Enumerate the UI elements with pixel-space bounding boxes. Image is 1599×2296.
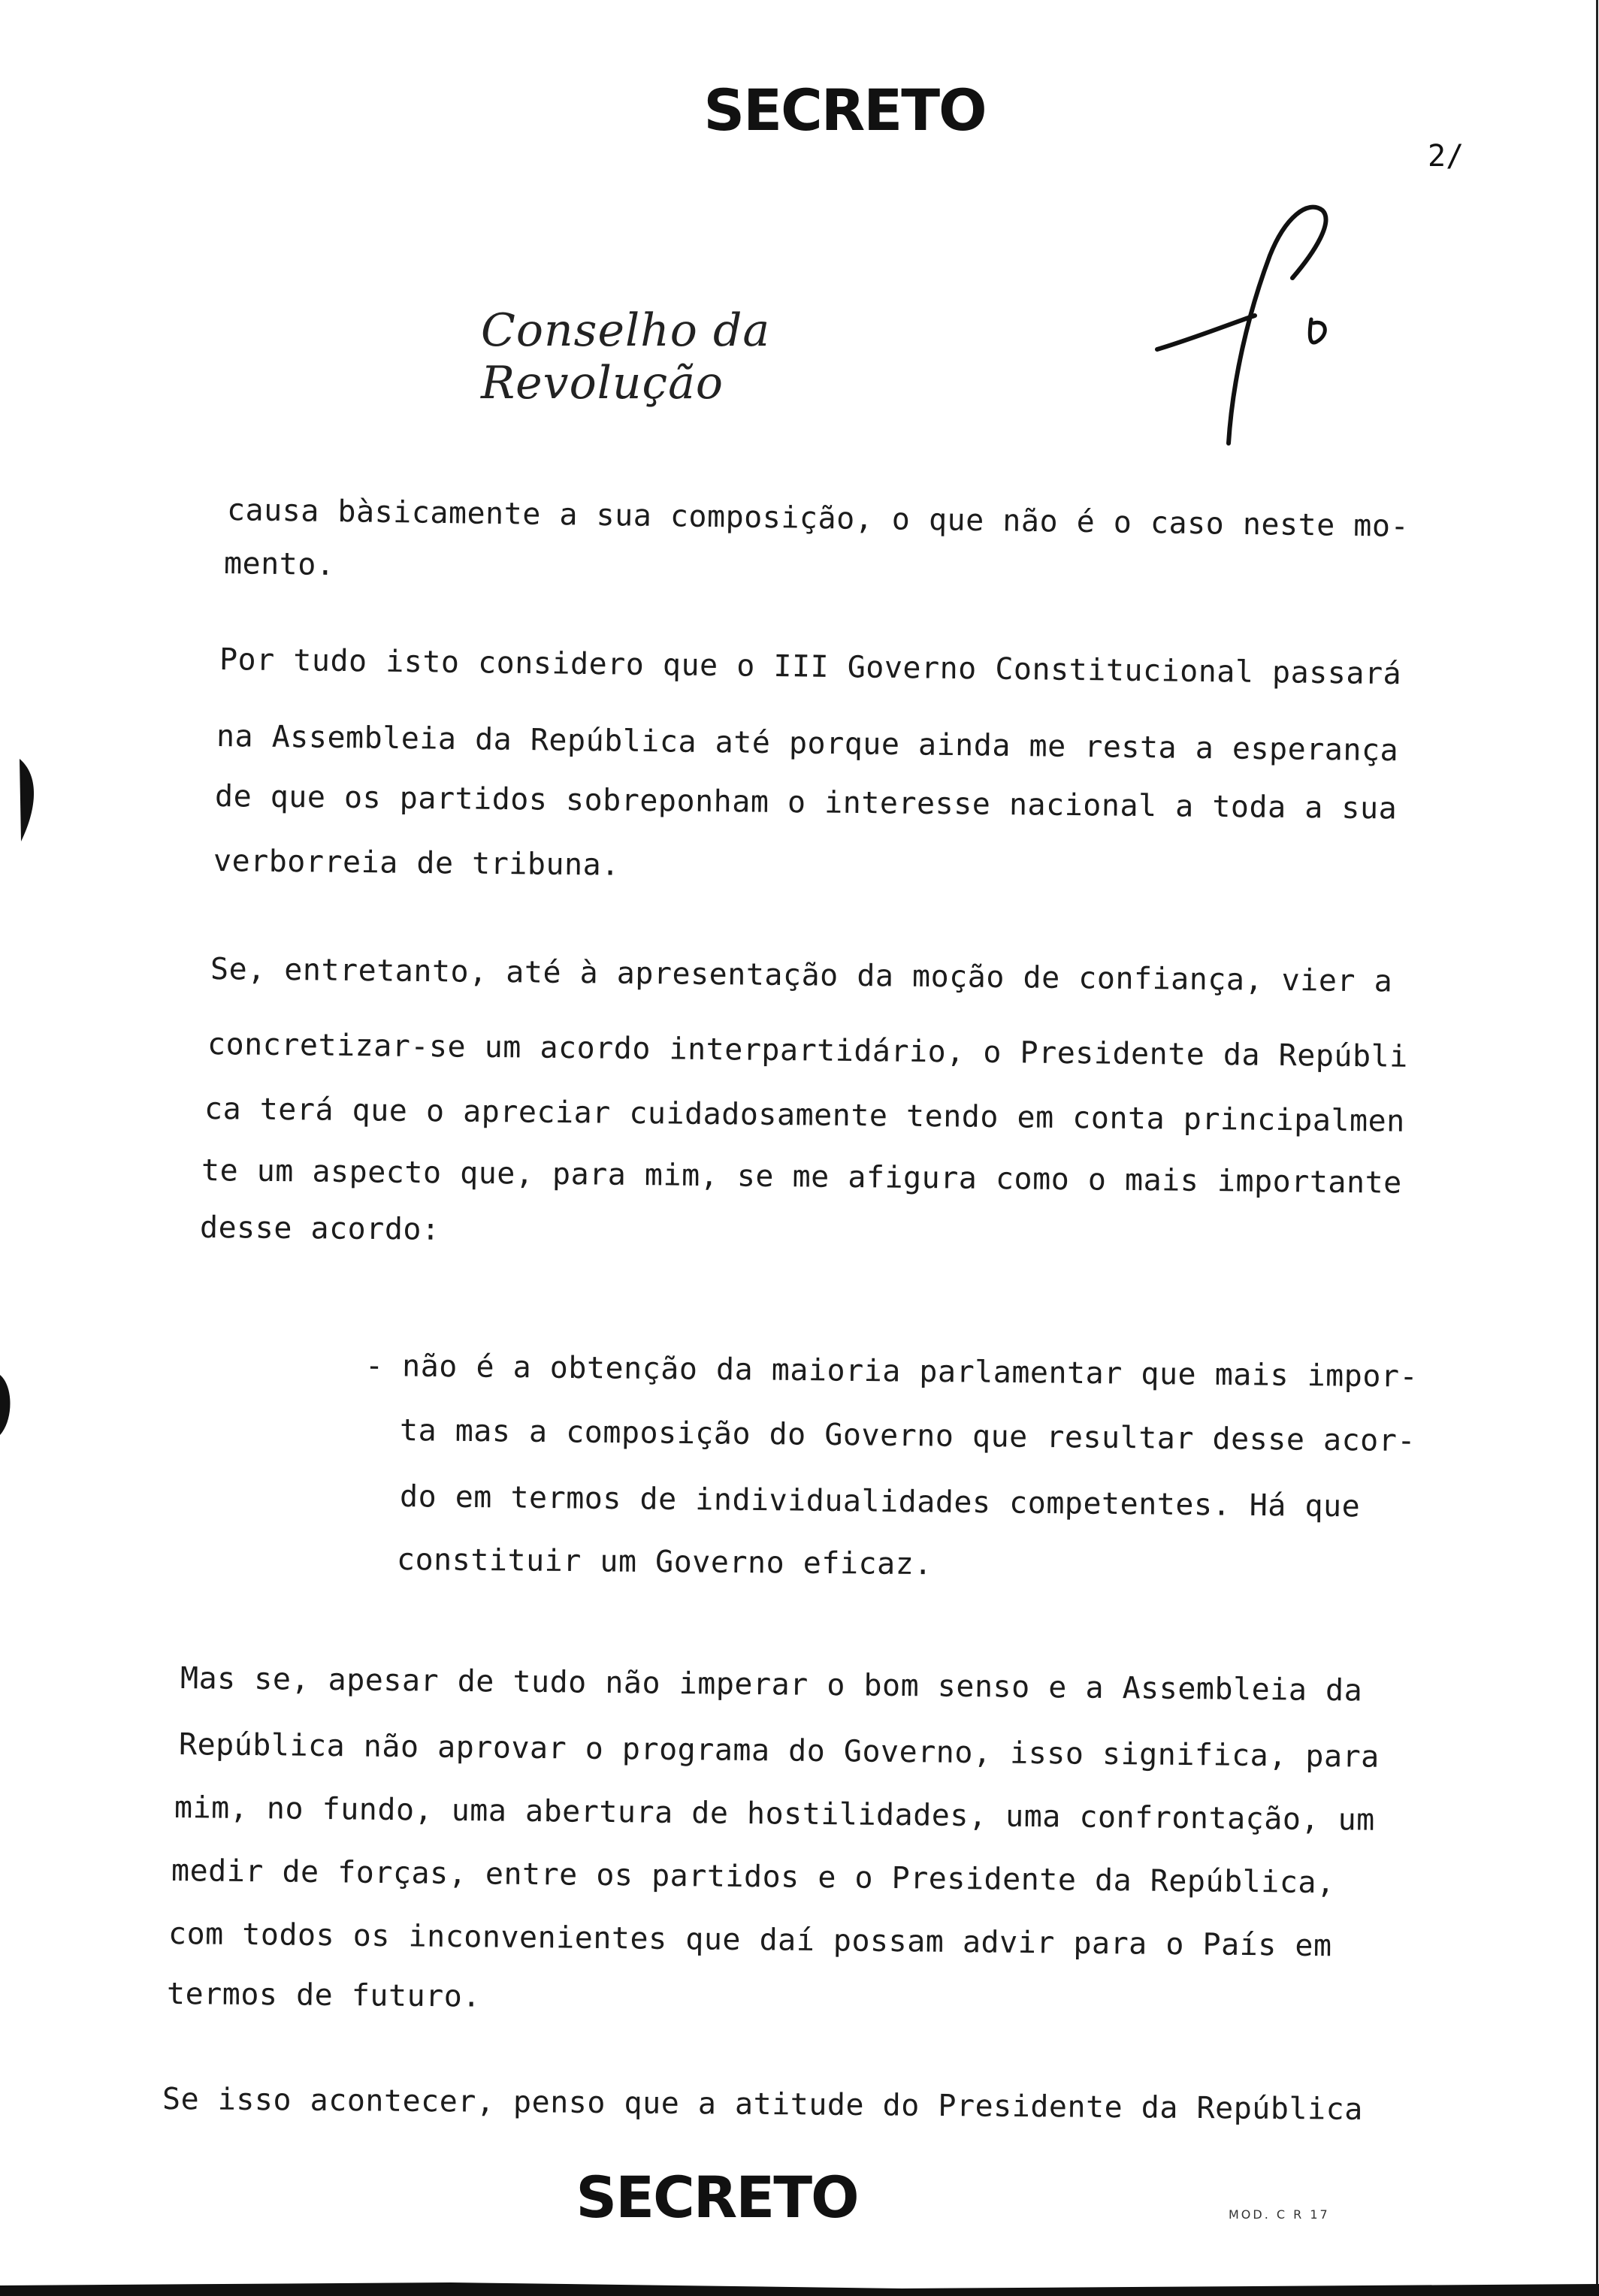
text-line-16: Mas se, apesar de tudo não imperar o bom senso e a Assembleia da [180,1661,1363,1708]
text-line-6: verborreia de tribuna. [213,844,621,883]
text-line-7: Se, entretanto, até à apresentação da moção de confiança, vier a [210,952,1393,999]
handwritten-signature [1142,188,1383,458]
text-line-14: do em termos de individualidades competentes. Há que [399,1479,1361,1524]
text-line-19: medir de forças, entre os partidos e o Presidente da República, [171,1853,1335,1901]
text-line-5: de que os partidos sobreponham o interesse nacional a toda a sua [214,779,1398,826]
text-line-13: ta mas a composição do Governo que resultar desse acor- [399,1413,1416,1459]
text-line-8: concretizar-se um acordo interpartidário, o Presidente da Repúbli [207,1027,1408,1074]
text-line-15: constituir um Governo eficaz. [396,1542,933,1582]
page-number: 2/ [1428,139,1464,174]
text-line-9: ca terá que o apreciar cuidadosamente tendo em conta principalmen [204,1092,1405,1139]
text-line-22: Se isso acontecer, penso que a atitude do Presidente da República [162,2082,1363,2127]
left-margin-hole-mark-bottom [0,1375,18,1435]
classification-stamp-top: SECRETO [703,77,986,144]
text-line-12: - não é a obtenção da maioria parlamentar que mais impor- [364,1349,1419,1394]
left-margin-hole-mark-top [15,759,45,841]
text-line-18: mim, no fundo, uma abertura de hostilidades, uma confrontação, um [174,1790,1375,1838]
text-line-20: com todos os inconvenientes que daí possam advir para o País em [168,1917,1332,1964]
text-line-11: desse acordo: [199,1210,440,1247]
text-line-2: mento. [223,546,335,583]
right-edge-scan-artifact [1591,0,1599,2296]
form-model-code: MOD. C R 17 [1229,2207,1330,2222]
text-line-17: República não aprovar o programa do Governo, isso significa, para [178,1727,1380,1775]
text-line-10: te um aspecto que, para mim, se me afigura como o mais importante [201,1153,1402,1201]
text-line-21: termos de futuro. [166,1977,482,2014]
classification-stamp-bottom: SECRETO [576,2164,858,2231]
text-line-3: Por tudo isto considero que o III Governo Constitucional passará [219,642,1402,692]
text-line-4: na Assembleia da República até porque ainda me resta a esperança [216,719,1399,769]
bottom-edge-scan-artifact [0,2269,1599,2296]
letterhead: Conselho da Revolução [481,304,771,409]
text-line-1: causa bàsicamente a sua composição, o que não é o caso neste mo- [226,493,1410,544]
